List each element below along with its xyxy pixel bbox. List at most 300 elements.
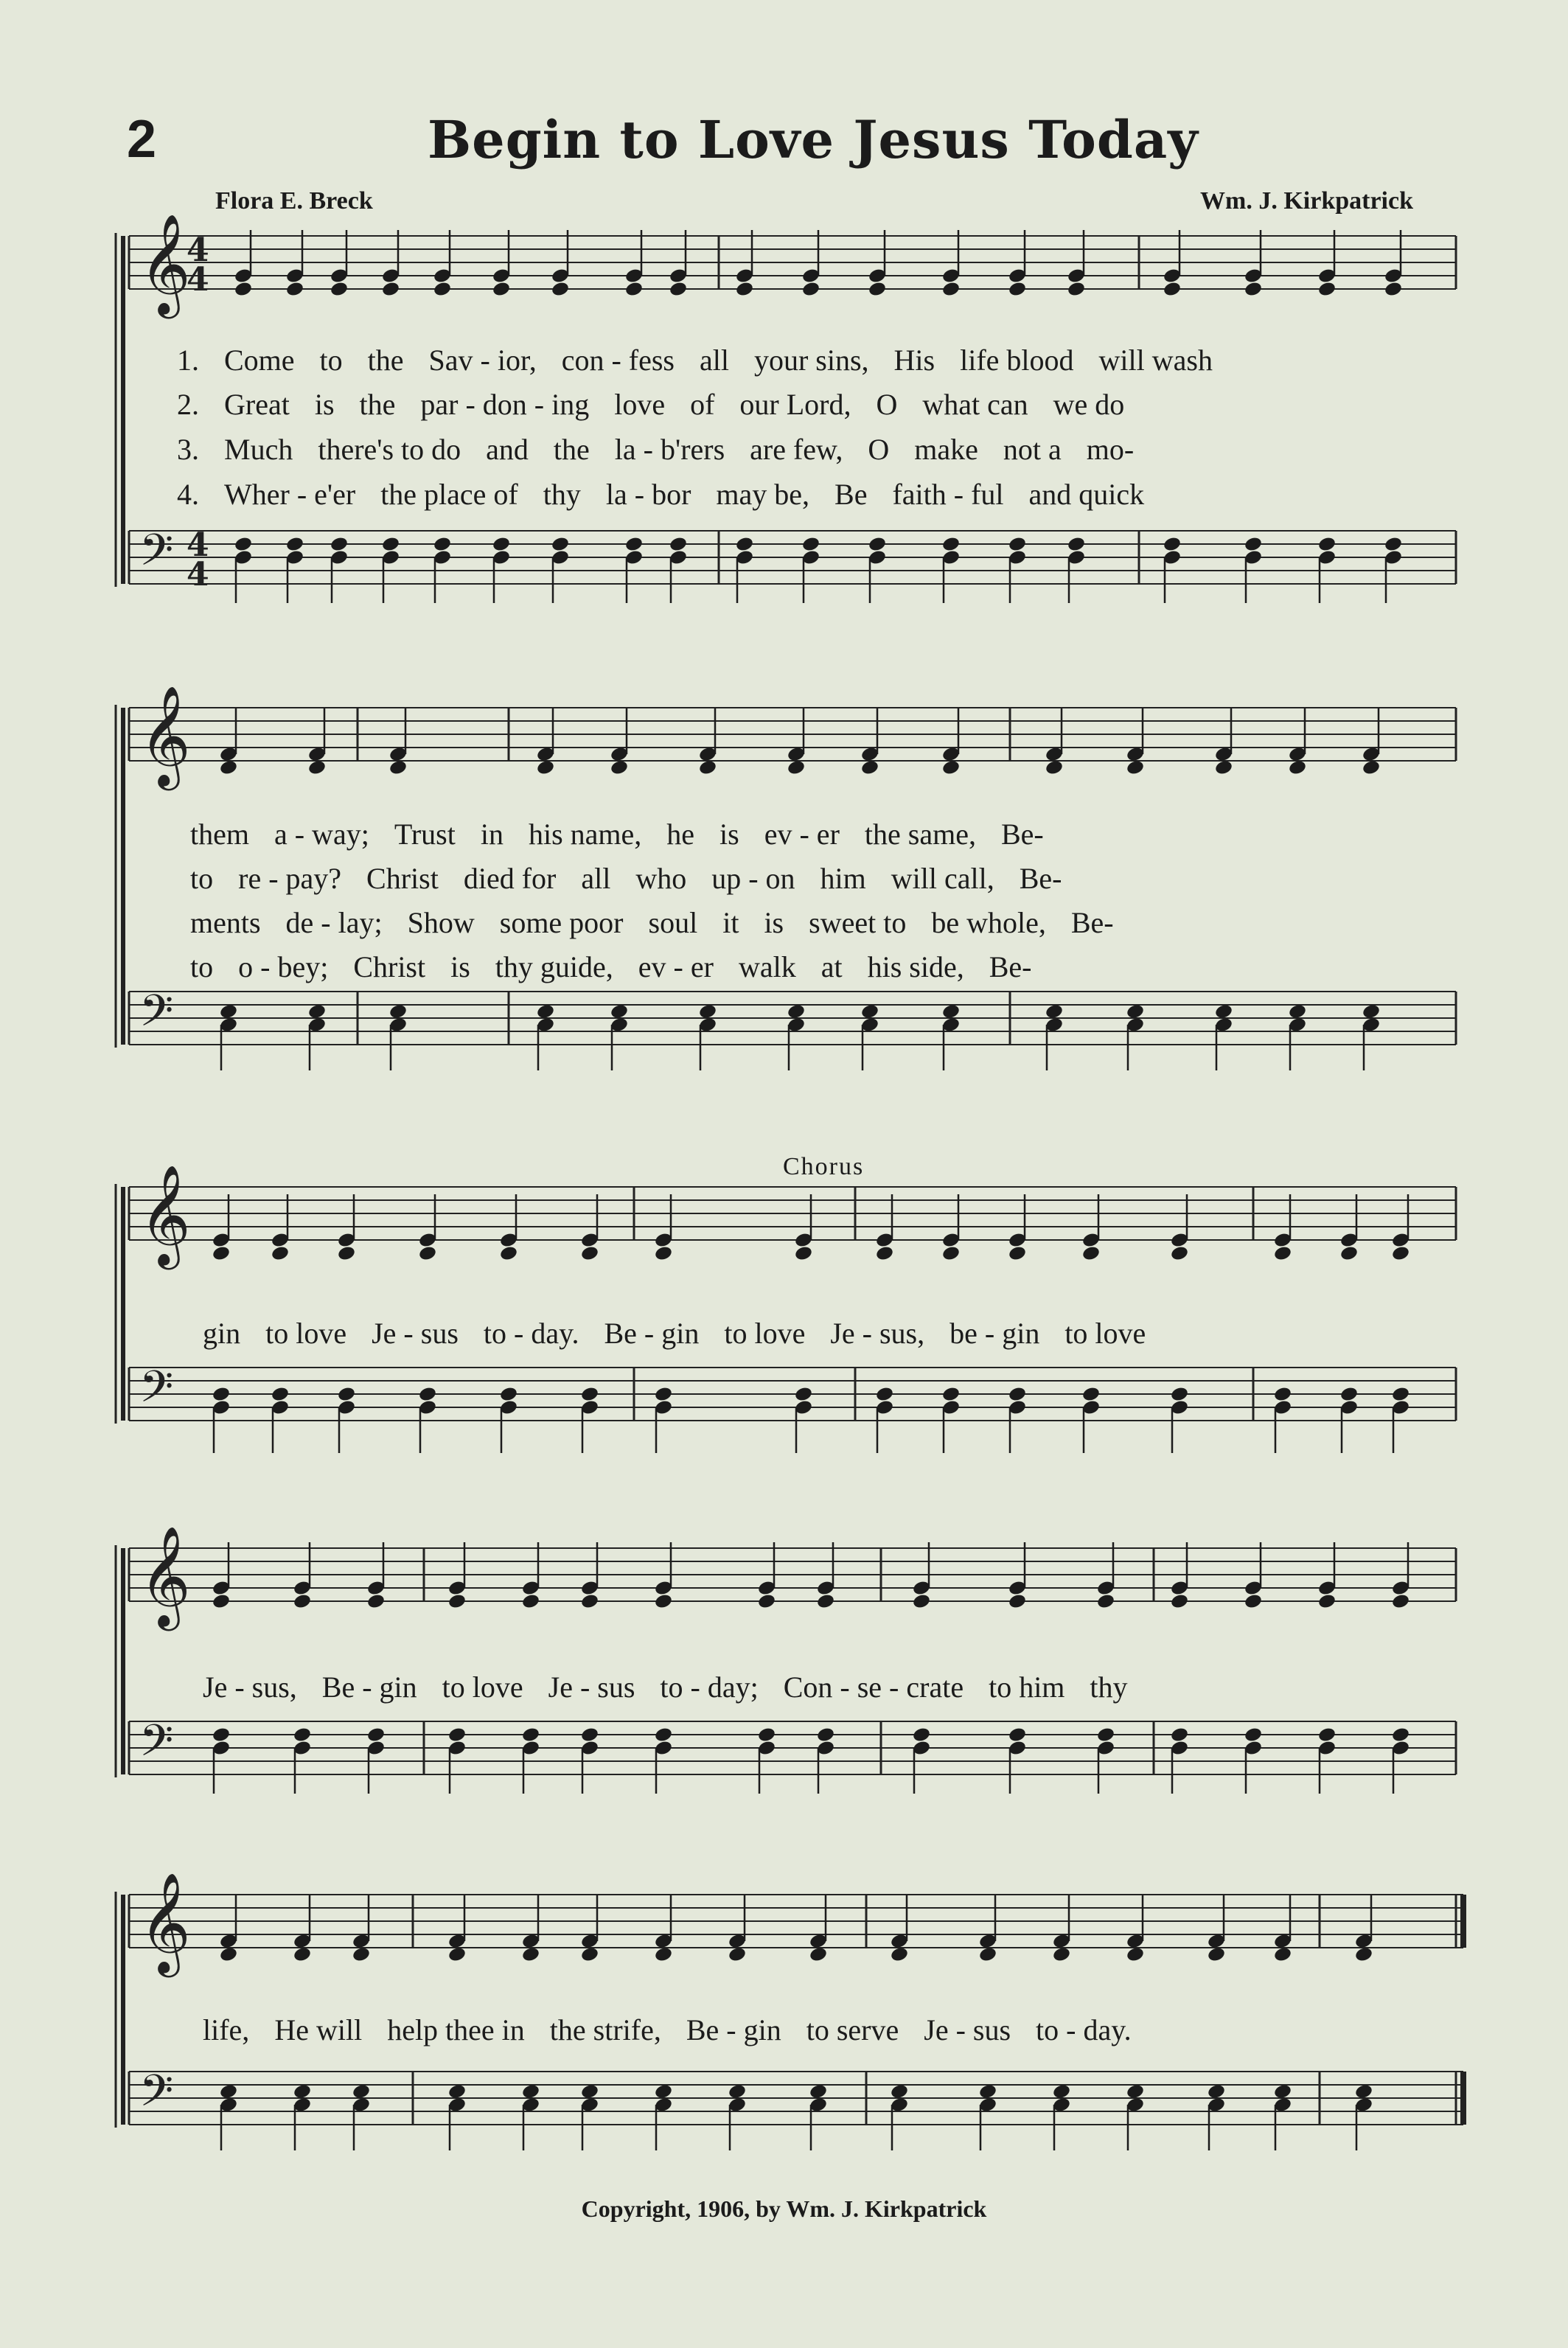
- note-head: [1273, 2083, 1292, 2100]
- note-head: [499, 1245, 518, 1262]
- lyric-syllable: His: [893, 344, 935, 377]
- lyric-syllable: his side,: [867, 950, 964, 983]
- lyric-syllable: is: [450, 950, 470, 983]
- note-head: [809, 2083, 828, 2100]
- lyric-syllable: Be-: [1000, 818, 1044, 851]
- note-head: [1045, 759, 1064, 776]
- note-head: [1008, 1386, 1027, 1403]
- note-head: [219, 1003, 238, 1020]
- note-head: [285, 281, 304, 298]
- lyric-syllable: Christ: [353, 950, 426, 983]
- note-head: [978, 1946, 997, 1963]
- verse-3-line: [190, 905, 1139, 940]
- note-head: [801, 536, 820, 553]
- note-head: [978, 2083, 997, 2100]
- note-head: [285, 536, 304, 553]
- note-head: [941, 281, 961, 298]
- note-head: [1126, 1003, 1145, 1020]
- bass-clef-icon: 𝄢: [139, 985, 174, 1047]
- note-head: [212, 1386, 231, 1403]
- note-head: [941, 536, 961, 553]
- lyric-syllable: to: [190, 950, 214, 983]
- lyricist-credit: Flora E. Breck: [215, 187, 373, 215]
- note-head: [1214, 759, 1233, 776]
- note-head: [875, 1386, 894, 1403]
- note-head: [757, 1727, 776, 1743]
- lyric-syllable: o - bey;: [238, 950, 329, 983]
- lyric-syllable: to love: [1065, 1317, 1146, 1350]
- lyric-syllable: there's to do: [318, 433, 461, 466]
- lyric-syllable: Be - gin: [321, 1671, 417, 1704]
- note-head: [1008, 1727, 1027, 1743]
- note-head: [912, 1727, 931, 1743]
- music-system-4: [0, 1526, 1568, 1850]
- note-head: [698, 1003, 717, 1020]
- note-head: [1170, 1727, 1189, 1743]
- note-head: [654, 1245, 673, 1262]
- lyric-syllable: the: [367, 344, 404, 377]
- note-head: [912, 1593, 931, 1610]
- note-head: [1008, 281, 1027, 298]
- note-head: [1384, 536, 1403, 553]
- note-head: [1126, 1946, 1145, 1963]
- note-head: [1391, 1593, 1410, 1610]
- bass-clef-icon: 𝄢: [139, 1715, 174, 1777]
- lyric-syllable: all: [581, 862, 611, 895]
- time-signature-bottom: 4: [187, 556, 209, 593]
- note-head: [868, 281, 887, 298]
- verse-4-line: [190, 950, 1056, 984]
- note-head: [860, 759, 879, 776]
- note-head: [1008, 536, 1027, 553]
- lyric-syllable: 3.: [177, 433, 199, 466]
- note-head: [1317, 536, 1337, 553]
- note-head: [816, 1593, 835, 1610]
- time-signature-bottom: 4: [187, 261, 209, 299]
- lyric-syllable: He will: [274, 2013, 363, 2046]
- note-head: [388, 1003, 408, 1020]
- note-head: [307, 1003, 327, 1020]
- note-head: [735, 536, 754, 553]
- lyric-syllable: con - fess: [561, 344, 675, 377]
- lyric-syllable: thy: [1090, 1671, 1128, 1704]
- note-head: [551, 536, 570, 553]
- lyric-syllable: Wher - e'er: [224, 478, 356, 511]
- lyric-syllable: Be - gin: [604, 1317, 700, 1350]
- lyric-syllable: the place of: [380, 478, 518, 511]
- note-head: [728, 1946, 747, 1963]
- note-head: [1214, 1003, 1233, 1020]
- note-head: [381, 536, 400, 553]
- lyric-syllable: to love: [724, 1317, 806, 1350]
- treble-clef-icon: 𝄞: [139, 686, 191, 786]
- note-head: [1244, 1593, 1263, 1610]
- note-head: [1170, 1593, 1189, 1610]
- lyric-syllable: Be-: [989, 950, 1032, 983]
- note-head: [1163, 281, 1182, 298]
- note-head: [1317, 281, 1337, 298]
- note-head: [757, 1593, 776, 1610]
- note-head: [580, 1593, 599, 1610]
- note-head: [1207, 1946, 1226, 1963]
- lyric-syllable: our Lord,: [739, 388, 851, 421]
- treble-clef-icon: 𝄞: [139, 1526, 191, 1626]
- note-head: [536, 759, 555, 776]
- note-head: [1273, 1386, 1292, 1403]
- lyric-syllable: and quick: [1028, 478, 1145, 511]
- note-head: [580, 1727, 599, 1743]
- verse-3-line: [177, 432, 1159, 467]
- lyric-syllable: Trust: [394, 818, 456, 851]
- lyric-syllable: make: [914, 433, 978, 466]
- note-head: [1126, 759, 1145, 776]
- note-head: [1170, 1245, 1189, 1262]
- note-head: [787, 759, 806, 776]
- note-head: [1244, 536, 1263, 553]
- note-head: [728, 2083, 747, 2100]
- lyric-syllable: it: [722, 906, 739, 939]
- note-head: [941, 1245, 961, 1262]
- lyric-syllable: died for: [463, 862, 557, 895]
- lyric-syllable: to love: [442, 1671, 523, 1704]
- note-head: [580, 1946, 599, 1963]
- copyright-notice: Copyright, 1906, by Wm. J. Kirkpatrick: [581, 2195, 987, 2222]
- lyric-syllable: to: [319, 344, 343, 377]
- note-head: [293, 1593, 312, 1610]
- hymn-title: Begin to Love Jesus Today: [428, 109, 1199, 170]
- lyric-syllable: par - don - ing: [420, 388, 590, 421]
- lyric-syllable: re - pay?: [238, 862, 342, 895]
- lyric-syllable: Come: [224, 344, 295, 377]
- note-head: [1170, 1386, 1189, 1403]
- lyric-syllable: will wash: [1098, 344, 1213, 377]
- lyric-syllable: Christ: [366, 862, 439, 895]
- lyric-syllable: of: [690, 388, 715, 421]
- note-head: [234, 281, 253, 298]
- note-head: [654, 1386, 673, 1403]
- note-head: [366, 1727, 386, 1743]
- note-head: [307, 759, 327, 776]
- lyric-syllable: la - b'rers: [614, 433, 725, 466]
- note-head: [521, 1727, 540, 1743]
- note-head: [1339, 1386, 1359, 1403]
- note-head: [890, 1946, 909, 1963]
- note-head: [1096, 1727, 1115, 1743]
- lyric-syllable: what can: [922, 388, 1028, 421]
- note-head: [447, 1946, 467, 1963]
- lyric-syllable: be whole,: [931, 906, 1046, 939]
- verse-1-line: [190, 817, 1069, 851]
- note-head: [536, 1003, 555, 1020]
- note-head: [610, 759, 629, 776]
- lyric-syllable: life,: [203, 2013, 250, 2046]
- note-head: [941, 759, 961, 776]
- note-head: [330, 281, 349, 298]
- bass-clef-icon: 𝄢: [139, 2065, 174, 2127]
- lyric-syllable: the strife,: [549, 2013, 661, 2046]
- note-head: [860, 1003, 879, 1020]
- note-head: [875, 1245, 894, 1262]
- lyric-syllable: your sins,: [753, 344, 869, 377]
- note-head: [669, 281, 688, 298]
- lyric-syllable: Show: [407, 906, 475, 939]
- lyric-syllable: life blood: [960, 344, 1074, 377]
- treble-clef-icon: 𝄞: [139, 1163, 191, 1265]
- lyric-syllable: Great: [224, 388, 290, 421]
- note-head: [1081, 1386, 1101, 1403]
- lyric-syllable: to: [190, 862, 214, 895]
- lyric-syllable: to - day.: [1036, 2013, 1132, 2046]
- lyric-syllable: be - gin: [949, 1317, 1040, 1350]
- note-head: [293, 1946, 312, 1963]
- note-head: [1067, 281, 1086, 298]
- lyric-syllable: Je - sus: [924, 2013, 1011, 2046]
- note-head: [654, 1727, 673, 1743]
- lyric-syllable: O: [868, 433, 890, 466]
- note-head: [610, 1003, 629, 1020]
- note-head: [1288, 759, 1307, 776]
- note-head: [1354, 1946, 1373, 1963]
- lyric-syllable: to him: [989, 1671, 1065, 1704]
- note-head: [433, 536, 452, 553]
- note-head: [293, 2083, 312, 2100]
- note-head: [366, 1593, 386, 1610]
- note-head: [1008, 1593, 1027, 1610]
- bass-clef-icon: 𝄢: [139, 1361, 174, 1423]
- note-head: [654, 1946, 673, 1963]
- lyric-syllable: the: [553, 433, 590, 466]
- lyric-syllable: thy: [543, 478, 581, 511]
- note-head: [669, 536, 688, 553]
- note-head: [447, 1593, 467, 1610]
- lyric-syllable: help thee in: [387, 2013, 525, 2046]
- lyric-syllable: thy guide,: [495, 950, 613, 983]
- lyric-syllable: Je - sus: [372, 1317, 459, 1350]
- note-head: [1384, 281, 1403, 298]
- music-system-2: [0, 686, 1568, 1128]
- note-head: [1317, 1727, 1337, 1743]
- lyric-syllable: at: [820, 950, 843, 983]
- lyric-syllable: Je - sus,: [203, 1671, 297, 1704]
- note-head: [624, 281, 644, 298]
- note-head: [337, 1386, 356, 1403]
- lyric-syllable: gin: [203, 1317, 241, 1350]
- lyric-syllable: Much: [224, 433, 293, 466]
- note-head: [551, 281, 570, 298]
- lyric-syllable: will call,: [891, 862, 994, 895]
- lyric-syllable: up - on: [711, 862, 795, 895]
- note-head: [1126, 2083, 1145, 2100]
- note-head: [388, 759, 408, 776]
- lyric-syllable: who: [635, 862, 687, 895]
- note-head: [1163, 536, 1182, 553]
- lyric-syllable: some poor: [499, 906, 624, 939]
- note-head: [212, 1593, 231, 1610]
- lyric-syllable: walk: [738, 950, 796, 983]
- lyric-syllable: de - lay;: [285, 906, 383, 939]
- lyric-syllable: 1.: [177, 344, 199, 377]
- lyric-syllable: we do: [1053, 388, 1125, 421]
- lyric-syllable: are few,: [750, 433, 843, 466]
- lyric-syllable: them: [190, 818, 249, 851]
- note-head: [794, 1245, 813, 1262]
- note-head: [801, 281, 820, 298]
- lyric-syllable: to - day.: [483, 1317, 579, 1350]
- lyric-syllable: Be-: [1019, 862, 1062, 895]
- note-head: [1339, 1245, 1359, 1262]
- music-system-3: [0, 1150, 1568, 1504]
- lyric-syllable: the: [359, 388, 396, 421]
- lyric-syllable: all: [699, 344, 729, 377]
- note-head: [381, 281, 400, 298]
- note-head: [433, 281, 452, 298]
- note-head: [1244, 1727, 1263, 1743]
- lyric-syllable: in: [480, 818, 503, 851]
- note-head: [521, 1946, 540, 1963]
- lyric-syllable: mo-: [1086, 433, 1135, 466]
- note-head: [219, 759, 238, 776]
- note-head: [890, 2083, 909, 2100]
- note-head: [787, 1003, 806, 1020]
- lyric-syllable: Be - gin: [686, 2013, 781, 2046]
- note-head: [1391, 1245, 1410, 1262]
- note-head: [219, 1946, 238, 1963]
- lyric-syllable: la - bor: [605, 478, 691, 511]
- note-head: [219, 2083, 238, 2100]
- bass-clef-icon: 𝄢: [139, 524, 174, 586]
- composer-credit: Wm. J. Kirkpatrick: [1200, 187, 1413, 215]
- lyric-syllable: Be: [834, 478, 868, 511]
- treble-clef-icon: 𝄞: [139, 1873, 191, 1973]
- lyric-syllable: is: [719, 818, 739, 851]
- note-head: [1362, 1003, 1381, 1020]
- note-head: [794, 1386, 813, 1403]
- note-head: [1052, 1946, 1071, 1963]
- note-head: [1391, 1386, 1410, 1403]
- note-head: [654, 1593, 673, 1610]
- note-head: [809, 1946, 828, 1963]
- note-head: [580, 2083, 599, 2100]
- note-head: [330, 536, 349, 553]
- note-head: [1244, 281, 1263, 298]
- note-head: [492, 536, 511, 553]
- verse-1-line: [177, 343, 1238, 377]
- lyric-syllable: is: [314, 388, 335, 421]
- lyric-syllable: he: [666, 818, 695, 851]
- note-head: [1391, 1727, 1410, 1743]
- note-head: [735, 281, 754, 298]
- chorus-line-3: [203, 2013, 1157, 2047]
- note-head: [1081, 1245, 1101, 1262]
- note-head: [941, 1003, 961, 1020]
- lyric-syllable: to serve: [806, 2013, 899, 2046]
- note-head: [212, 1245, 231, 1262]
- note-head: [492, 281, 511, 298]
- lyric-syllable: Je - sus,: [830, 1317, 925, 1350]
- note-head: [1096, 1593, 1115, 1610]
- lyric-syllable: O: [876, 388, 898, 421]
- note-head: [1273, 1245, 1292, 1262]
- note-head: [271, 1386, 290, 1403]
- note-head: [1052, 2083, 1071, 2100]
- note-head: [580, 1386, 599, 1403]
- note-head: [447, 2083, 467, 2100]
- note-head: [1362, 759, 1381, 776]
- note-head: [941, 1386, 961, 1403]
- lyric-syllable: to - day;: [660, 1671, 759, 1704]
- note-head: [698, 759, 717, 776]
- lyric-syllable: 4.: [177, 478, 199, 511]
- note-head: [352, 2083, 371, 2100]
- note-head: [337, 1245, 356, 1262]
- note-head: [212, 1727, 231, 1743]
- note-head: [418, 1386, 437, 1403]
- lyric-syllable: sweet to: [809, 906, 907, 939]
- note-head: [1354, 2083, 1373, 2100]
- note-head: [1273, 1946, 1292, 1963]
- time-signature-top: 4: [187, 526, 209, 564]
- note-head: [1288, 1003, 1307, 1020]
- verse-4-line: [177, 477, 1169, 512]
- note-head: [1008, 1245, 1027, 1262]
- lyric-syllable: may be,: [716, 478, 810, 511]
- hymn-number: 2: [127, 110, 157, 169]
- note-head: [447, 1727, 467, 1743]
- note-head: [521, 2083, 540, 2100]
- note-head: [521, 1593, 540, 1610]
- note-head: [352, 1946, 371, 1963]
- lyric-syllable: Sav - ior,: [428, 344, 537, 377]
- note-head: [499, 1386, 518, 1403]
- note-head: [624, 536, 644, 553]
- note-head: [234, 536, 253, 553]
- note-head: [654, 2083, 673, 2100]
- lyric-syllable: not a: [1003, 433, 1062, 466]
- lyric-syllable: faith - ful: [892, 478, 1004, 511]
- verse-2-line: [177, 387, 1149, 422]
- note-head: [1317, 1593, 1337, 1610]
- lyric-syllable: soul: [648, 906, 698, 939]
- lyric-syllable: to love: [265, 1317, 347, 1350]
- verse-2-line: [190, 861, 1087, 896]
- lyric-syllable: the same,: [864, 818, 976, 851]
- time-signature-top: 4: [187, 231, 209, 269]
- lyric-syllable: Je - sus: [548, 1671, 635, 1704]
- lyric-syllable: a - way;: [273, 818, 369, 851]
- chorus-line-1: [203, 1316, 1171, 1351]
- note-head: [1045, 1003, 1064, 1020]
- note-head: [1207, 2083, 1226, 2100]
- lyric-syllable: ev - er: [638, 950, 714, 983]
- lyric-syllable: 2.: [177, 388, 199, 421]
- music-system-5: [0, 1873, 1568, 2182]
- lyric-syllable: ments: [190, 906, 261, 939]
- note-head: [816, 1727, 835, 1743]
- music-system-1: [0, 214, 1568, 663]
- chorus-label: Chorus: [783, 1153, 865, 1180]
- lyric-syllable: ev - er: [764, 818, 840, 851]
- note-head: [580, 1245, 599, 1262]
- lyric-syllable: is: [764, 906, 784, 939]
- lyric-syllable: him: [820, 862, 866, 895]
- chorus-line-2: [203, 1670, 1153, 1704]
- lyric-syllable: and: [486, 433, 529, 466]
- lyric-syllable: Be-: [1070, 906, 1114, 939]
- lyric-syllable: love: [614, 388, 666, 421]
- lyric-syllable: his name,: [528, 818, 642, 851]
- treble-clef-icon: 𝄞: [139, 214, 191, 314]
- note-head: [1067, 536, 1086, 553]
